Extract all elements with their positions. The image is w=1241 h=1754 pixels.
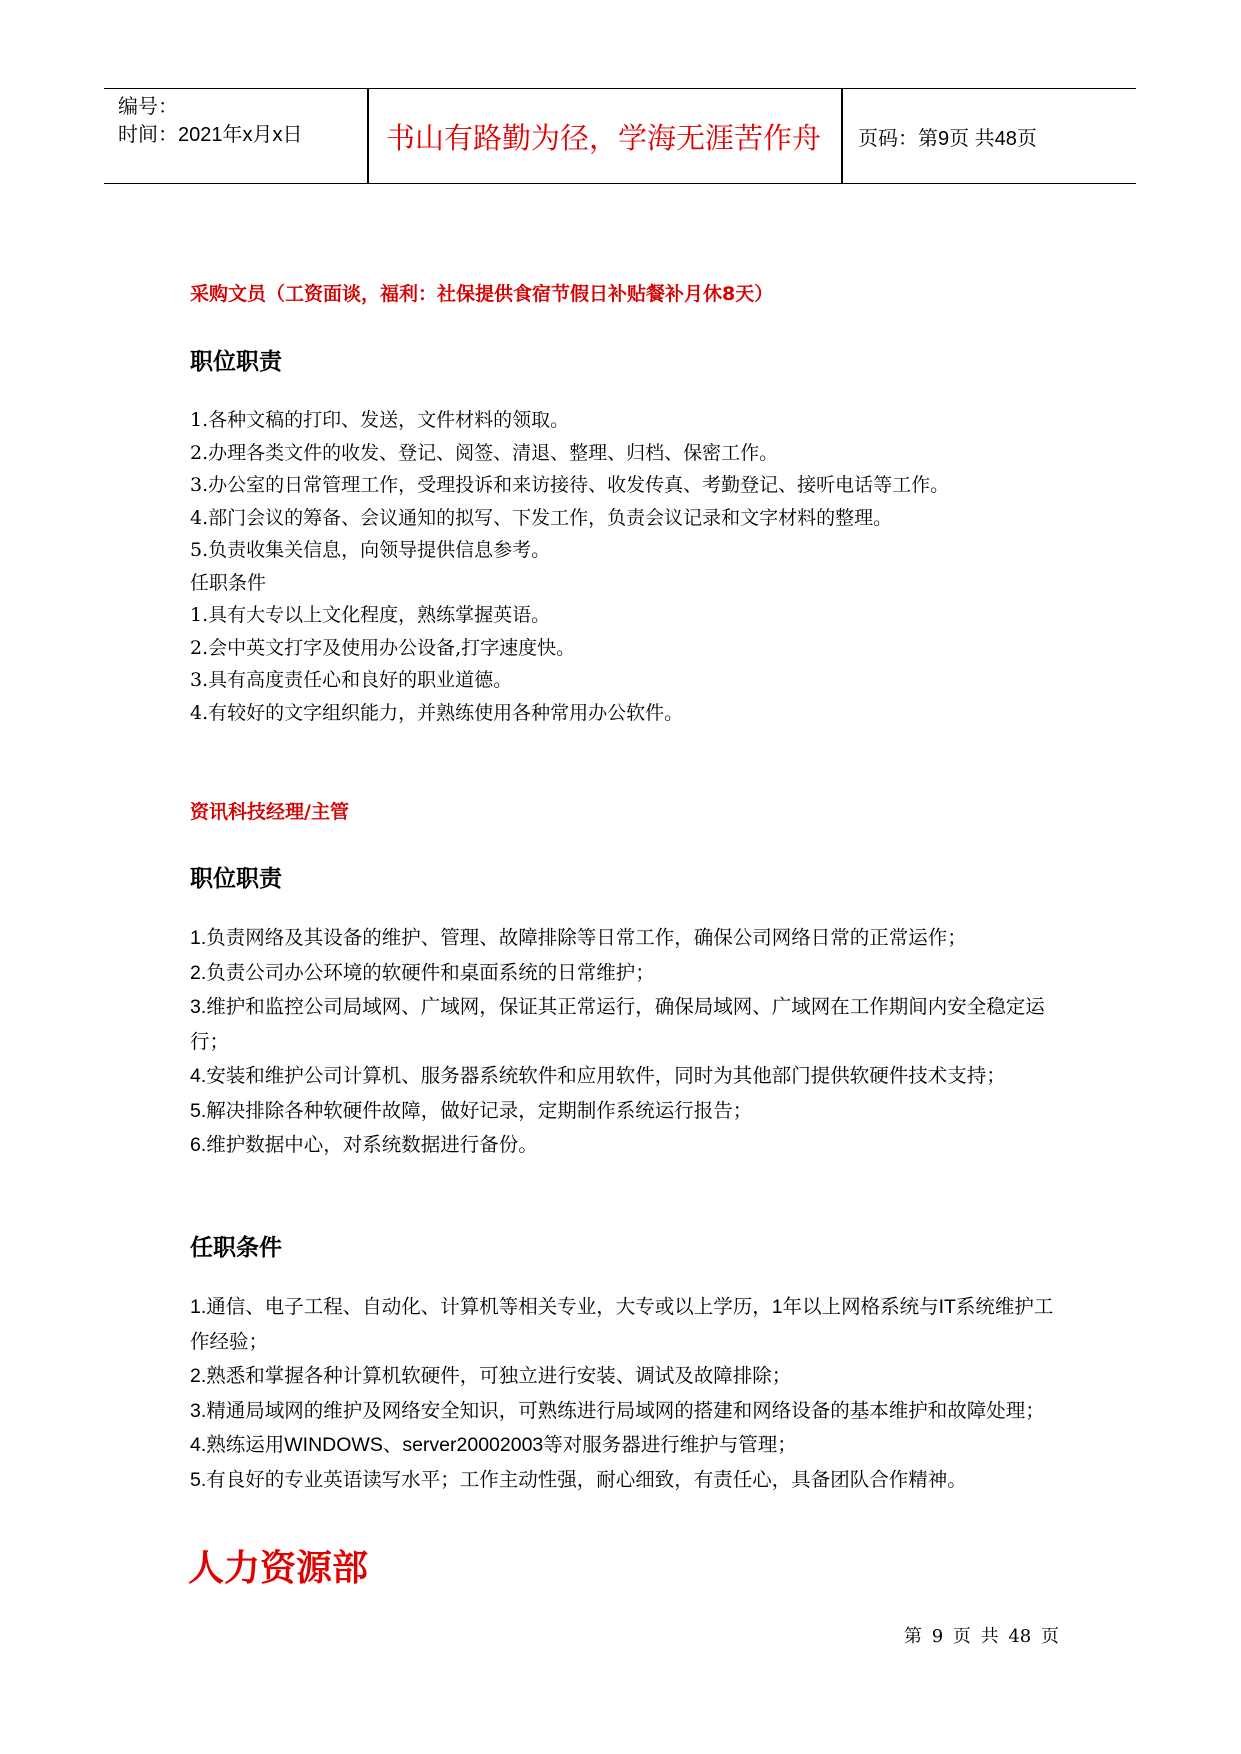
department-heading: 人力资源部 — [188, 1547, 369, 1589]
requirement-item: 5.有良好的专业英语读写水平；工作主动性强，耐心细致，有责任心，具备团队合作精神。 — [190, 1468, 967, 1491]
header-divider — [841, 89, 843, 183]
section1-line: 3.办公室的日常管理工作，受理投诉和来访接待、收发传真、考勤登记、接听电话等工作。 — [190, 474, 950, 496]
page-header — [104, 88, 1136, 184]
section2-title: 资讯科技经理/主管 — [190, 801, 349, 823]
section2-requirements — [190, 1290, 1070, 1497]
duty-item: 6.维护数据中心，对系统数据进行备份。 — [190, 1134, 538, 1156]
section1-line: 5.负责收集关信息，向领导提供信息参考。 — [190, 539, 551, 561]
duty-item: 2.负责公司办公环境的软硬件和桌面系统的日常维护； — [190, 961, 655, 984]
number-label: 编号： — [118, 96, 178, 118]
section1-line: 4.部门会议的筹备、会议通知的拟写、下发工作，负责会议记录和文字材料的整理。 — [190, 506, 893, 529]
section1-body — [190, 404, 1070, 729]
section1-line: 3.具有高度责任心和良好的职业道德。 — [190, 669, 513, 691]
section1-duties-heading: 职位职责 — [190, 349, 282, 375]
section1-line: 2.办理各类文件的收发、登记、阅签、清退、整理、归档、保密工作。 — [190, 441, 779, 464]
section1-line: 任职条件 — [190, 571, 267, 594]
section1-line: 2.会中英文打字及使用办公设备,打字速度快。 — [190, 636, 576, 659]
section2-duties-heading: 职位职责 — [190, 866, 282, 892]
header-motto: 书山有路勤为径，学海无涯苦作舟 — [385, 120, 821, 155]
requirement-item: 3.精通局域网的维护及网络安全知识，可熟练进行局域网的搭建和网络设备的基本维护和故障处理； — [190, 1399, 1045, 1422]
section1-line: 1.具有大专以上文化程度，熟练掌握英语。 — [190, 604, 551, 626]
section1-line: 4.有较好的文字组织能力，并熟练使用各种常用办公软件。 — [190, 701, 684, 724]
requirement-item: 2.熟悉和掌握各种计算机软硬件，可独立进行安装、调试及故障排除； — [190, 1365, 792, 1387]
duty-item: 1.负责网络及其设备的维护、管理、故障排除等日常工作，确保公司网络日常的正常运作； — [190, 927, 967, 949]
duty-item: 4.安装和维护公司计算机、服务器系统软件和应用软件，同时为其他部门提供软硬件技术支持； — [190, 1065, 1006, 1087]
duty-item: 5.解决排除各种软硬件故障，做好记录，定期制作系统运行报告； — [190, 1099, 753, 1122]
section1-line: 1.各种文稿的打印、发送，文件材料的领取。 — [190, 409, 570, 431]
requirement-item: 4.熟练运用WINDOWS、server20002003等对服务器进行维护与管理； — [190, 1434, 797, 1456]
page-footer: 第 9 页 共 48 页 — [904, 1626, 1059, 1647]
header-page-label: 页码：第9页 共48页 — [858, 127, 1037, 150]
section2-req-heading: 任职条件 — [190, 1235, 282, 1261]
requirement-item: 1.通信、电子工程、自动化、计算机等相关专业，大专或以上学历，1年以上网格系统与IT系统维护工作经验； — [190, 1296, 1054, 1353]
section2-duties — [190, 921, 1070, 1163]
time-label: 时间：2021年x月x日 — [118, 124, 303, 146]
header-meta — [118, 93, 303, 149]
duty-item: 3.维护和监控公司局域网、广域网，保证其正常运行，确保局域网、广域网在工作期间内安全稳定运行； — [190, 996, 1045, 1053]
section1-title: 采购文员（工资面谈，福利：社保提供食宿节假日补贴餐补月休8天） — [190, 283, 774, 305]
